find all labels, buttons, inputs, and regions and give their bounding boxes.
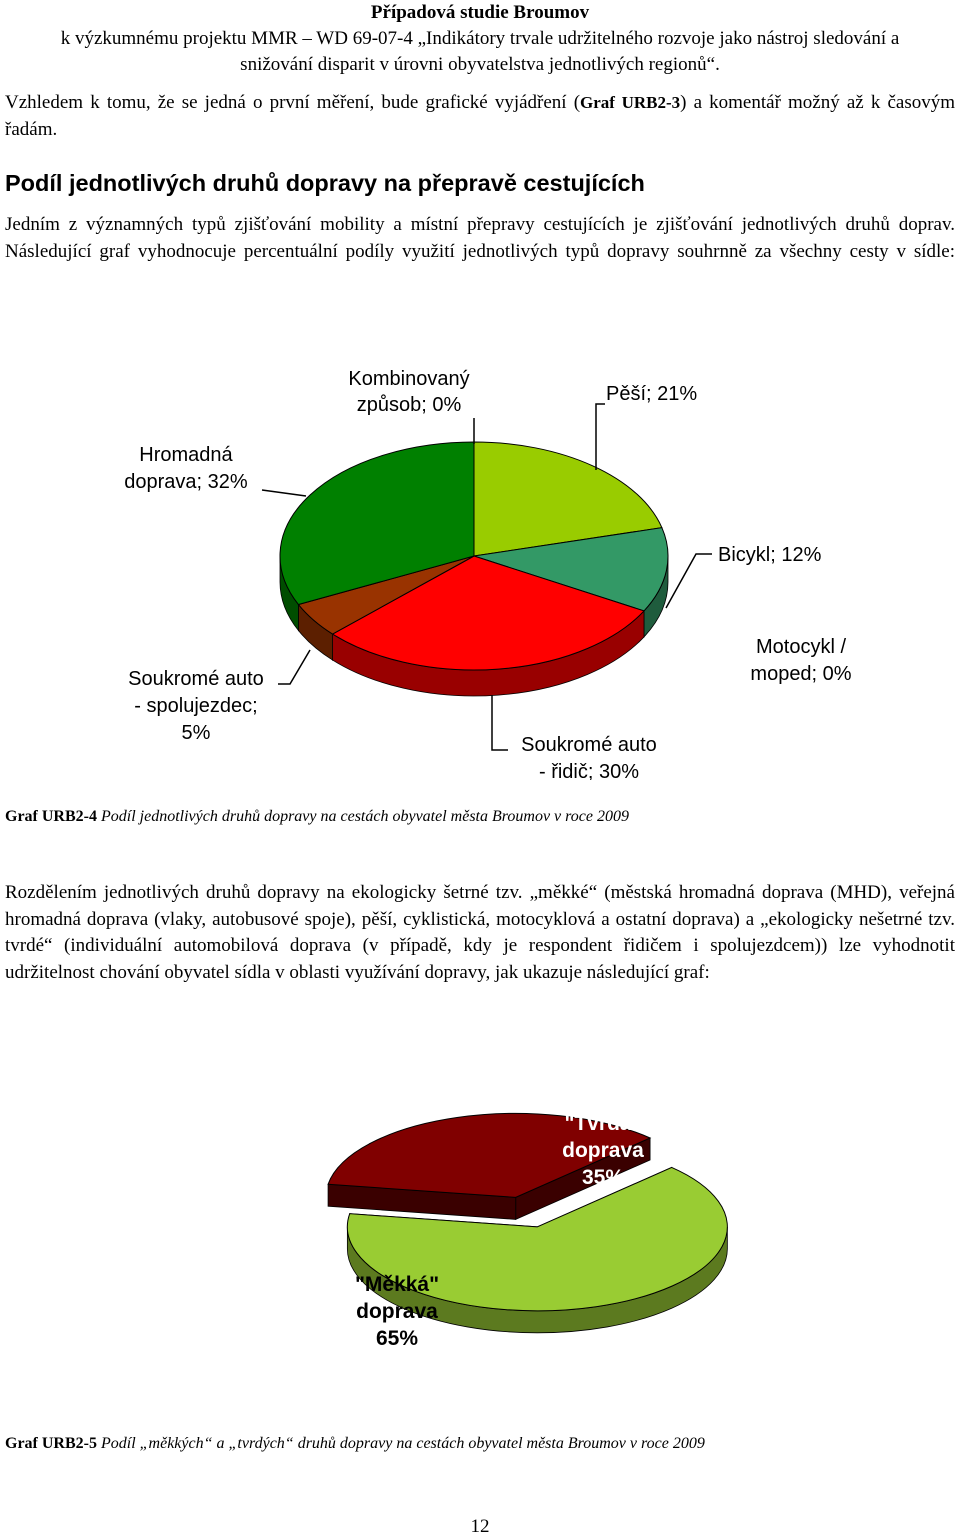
label-mekka-2: doprava [356,1300,438,1323]
leader-line-ridic [492,695,508,750]
modal-split-pie-chart [0,360,960,780]
chart2-caption-label: Graf URB2-5 [5,1435,97,1452]
label-motocykl-1: Motocykl / [755,636,847,658]
paragraph-modal-split: Jedním z významných typů zjišťování mobility a místní přepravy cestujících je zjišťování jednotlivých druhů doprav. Následující graf vyhodnocuje percentuální podíly využití jednotlivých typů dopravy souhrnně za všechny cesty v sídle: [5,214,955,262]
header-title: Případová studie Broumov [370,2,590,23]
page-header [0,0,960,78]
page-number: 12 [470,1516,490,1537]
header-line-3: snižování disparit v úrovni obyvatelstva jednotlivých regionů“. [240,54,720,75]
chart1-caption-text: Podíl jednotlivých druhů dopravy na cestách obyvatel města Broumov v roce 2009 [100,808,629,825]
label-hromadna-2: doprava; 32% [124,471,248,493]
label-bicykl: Bicykl; 12% [718,544,822,566]
label-pesi: Pěší; 21% [606,383,698,405]
leader-line-bicykl [666,554,712,608]
label-mekka-1: "Měkká" [354,1273,440,1296]
label-mekka-3: 65% [375,1327,419,1350]
intro-text-a: Vzhledem k tomu, že se jedná o první měření, bude grafické vyjádření ( [5,92,581,113]
label-ridic-1: Soukromé auto [521,734,657,756]
chart1-caption-label: Graf URB2-4 [5,808,97,825]
paragraph-soft-hard: Rozdělením jednotlivých druhů dopravy na ekologicky šetrné tzv. „měkké“ (městská hromadná doprava (MHD), veřejná hromadná doprava (vlaky, autobusové spoje), pěší, cyklistická, motocyklová a ostatní doprava) a „ekologicky nešetrné tzv. tvrdé“ (individuální automobilová doprava (v případě, kdy je respondent řidičem i spolujezdcem)) lze vyhodnotit udržitelnost chování obyvatel sídla v oblasti využívání dopravy, jak ukazuje následující graf: [5,882,955,983]
intro-paragraph [5,90,955,170]
label-tvrda-1: "Tvrdá" [564,1112,642,1135]
section-heading: Podíl jednotlivých druhů dopravy na přepravě cestujících [5,170,645,196]
soft-hard-pie-chart [0,1060,960,1430]
label-motocykl-2: moped; 0% [750,663,852,685]
label-kombinovany-2: způsob; 0% [356,394,462,416]
label-spolujezdec-1: Soukromé auto [128,668,264,690]
pie-slices [280,442,668,696]
intro-text-b: ) a komentář možný až k časovým řadám. [5,92,955,140]
chart1-caption [5,808,629,826]
intro-graph-reference: Graf URB2-3 [580,93,681,112]
label-ridic-2: - řidič; 30% [538,761,640,780]
label-spolujezdec-3: 5% [181,722,211,744]
chart2-caption [5,1435,705,1453]
label-tvrda-2: doprava [562,1139,644,1162]
label-spolujezdec-2: - spolujezdec; [134,695,258,717]
chart2-caption-text: Podíl „měkkých“ a „tvrdých“ druhů dopravy na cestách obyvatel města Broumov v roce 2009 [100,1435,705,1452]
label-kombinovany-1: Kombinovaný [348,368,470,390]
leader-line-hromadna [262,490,306,496]
leader-line-pesi [596,404,605,470]
label-hromadna-1: Hromadná [139,444,233,466]
label-tvrda-3: 35% [581,1166,625,1189]
header-line-2: k výzkumnému projektu MMR – WD 69-07-4 „Indikátory trvale udržitelného rozvoje jako nástroj sledování a [60,28,900,49]
leader-line-spolujezdec [278,650,310,684]
